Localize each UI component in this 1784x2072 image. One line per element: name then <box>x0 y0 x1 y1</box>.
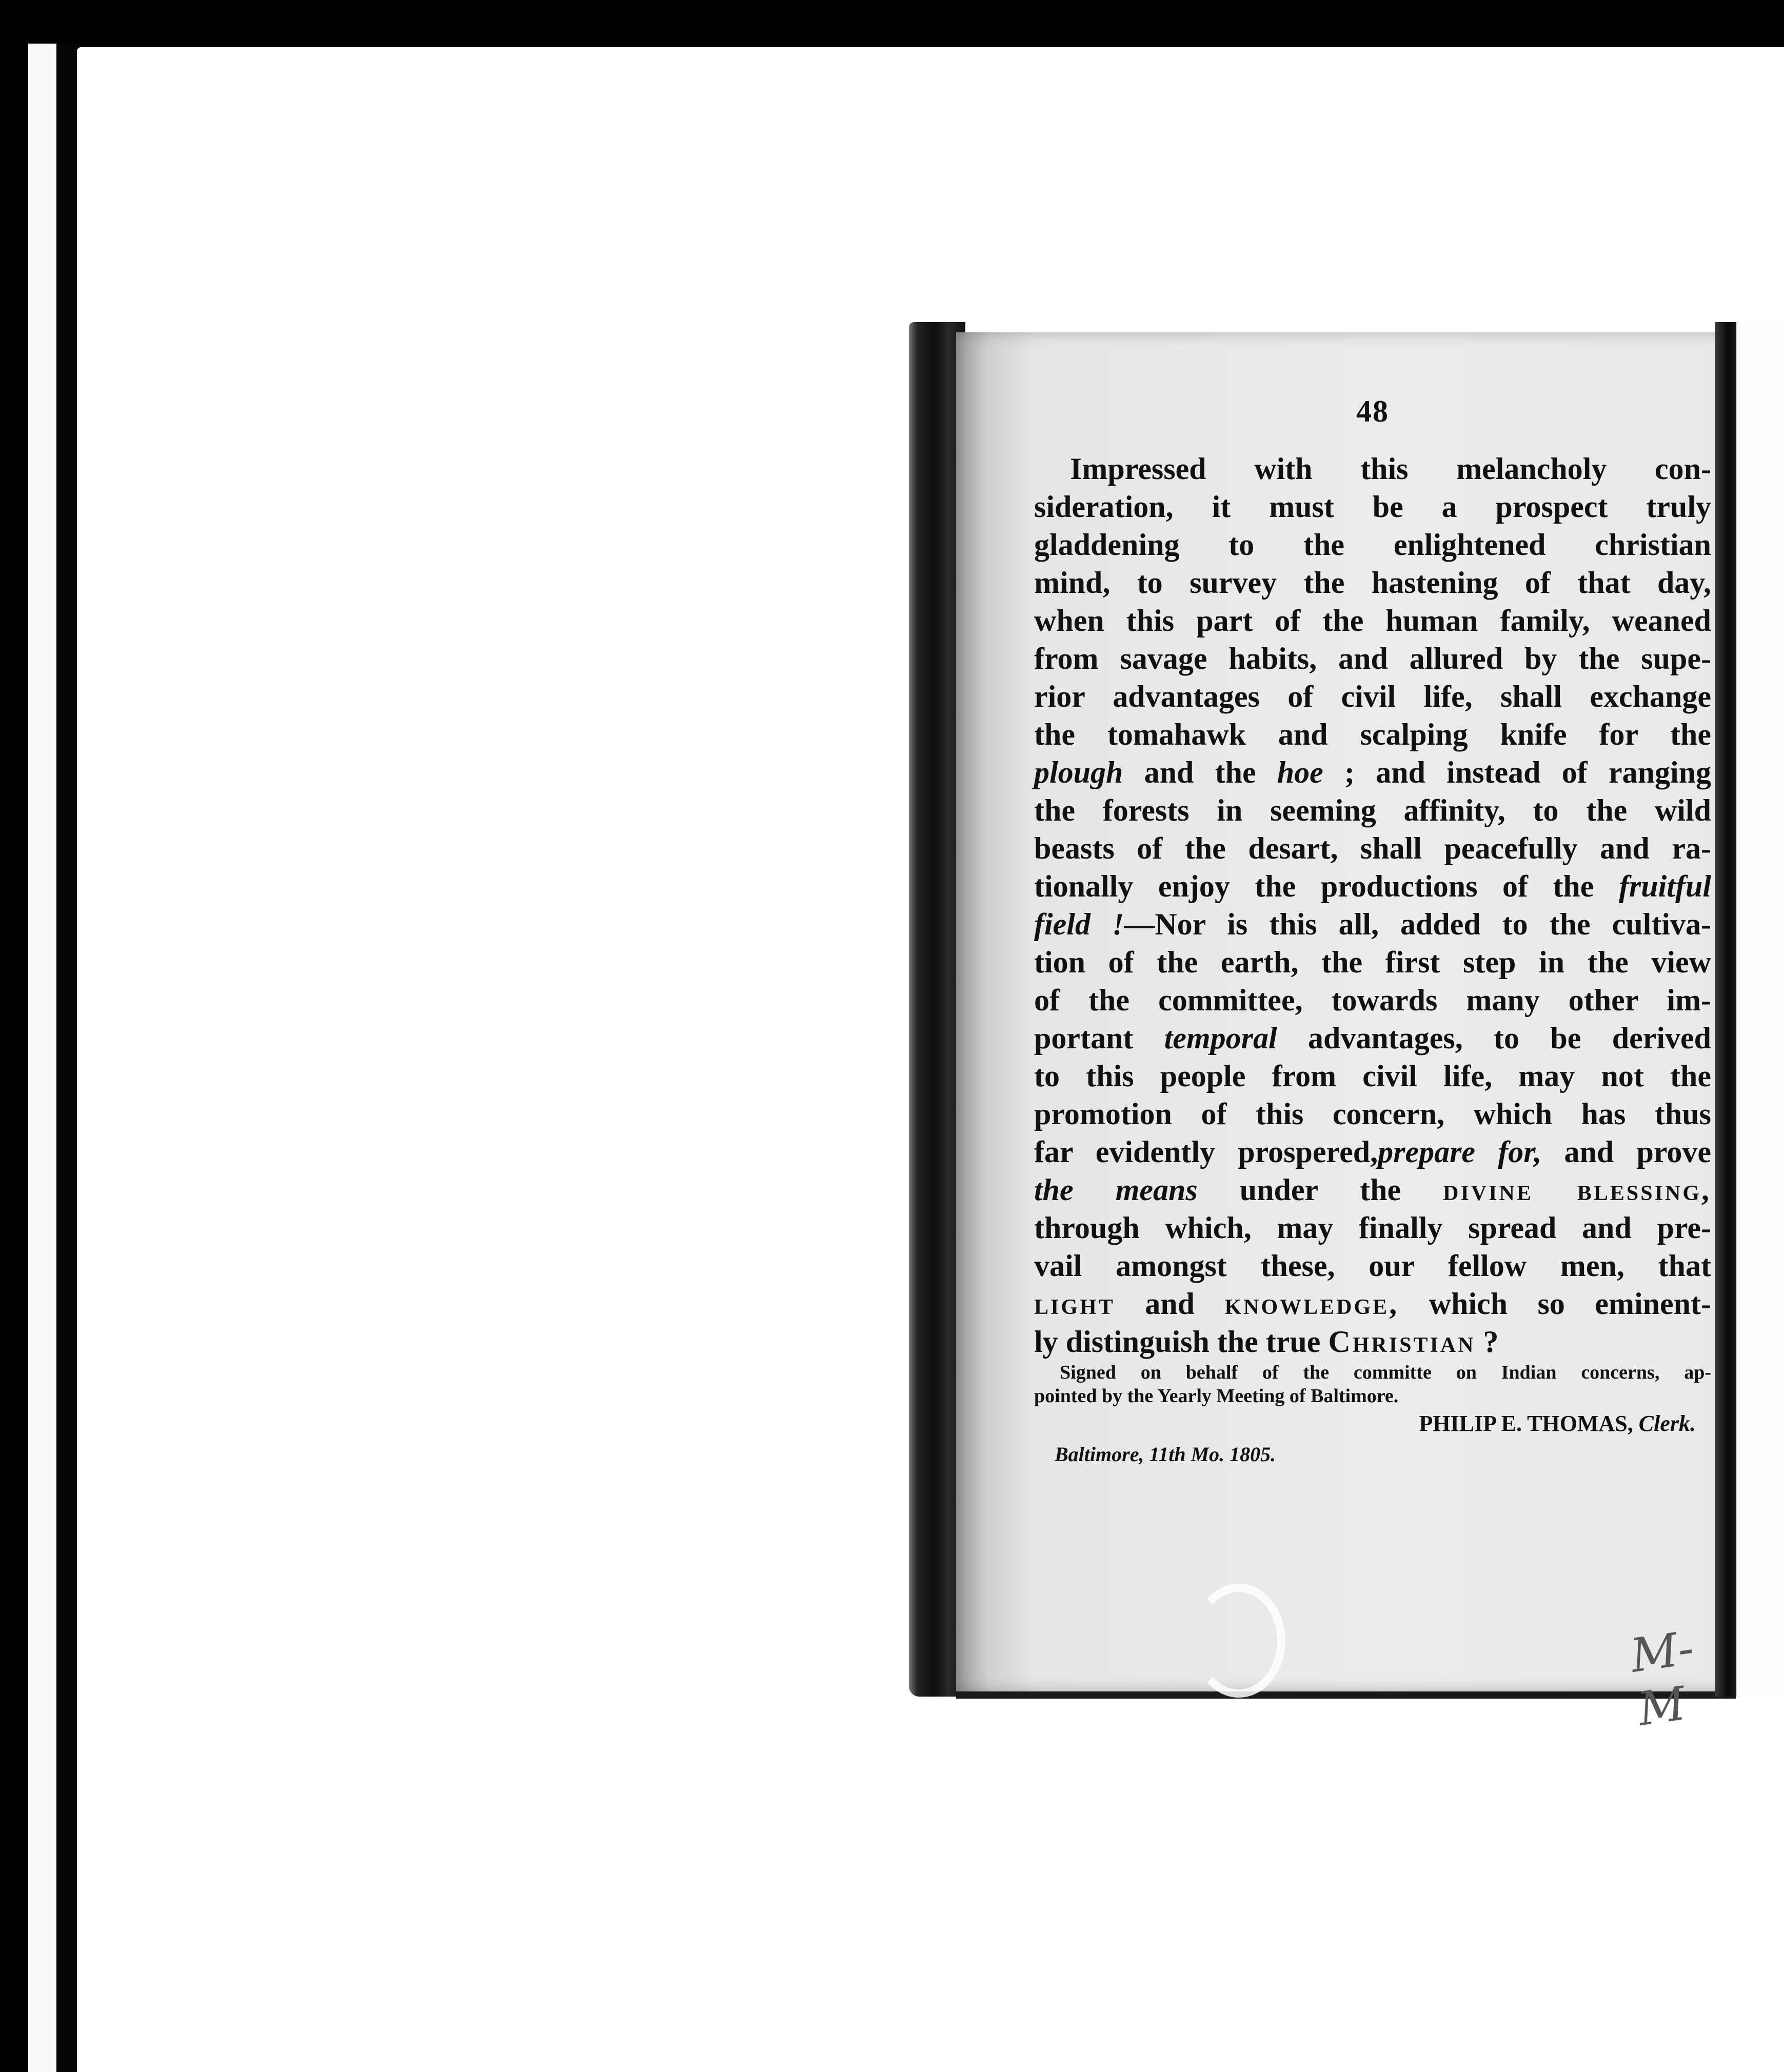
text-fragment: under the <box>1239 1173 1401 1207</box>
text-line: beasts of the desart, shall peacefully and ra- <box>1034 831 1711 865</box>
text-line <box>1034 1171 1711 1209</box>
place-date <box>1034 1440 1711 1469</box>
text-line <box>1034 905 1711 943</box>
text-line: vail amongst these, our fellow men, that <box>1034 1249 1711 1283</box>
text-line <box>1034 1019 1711 1057</box>
clerk-title: Clerk. <box>1638 1411 1696 1436</box>
text-line: to this people from civil life, may not the <box>1034 1059 1711 1093</box>
book-page <box>956 332 1736 1737</box>
film-gap <box>56 44 77 2072</box>
small-caps-word: light <box>1034 1287 1115 1321</box>
italic-word: fruitful <box>1618 869 1711 903</box>
text-line: tion of the earth, the first step in the view <box>1034 945 1711 979</box>
text-fragment: which so eminent- <box>1429 1287 1712 1321</box>
italic-word: plough <box>1034 755 1123 789</box>
text-line: when this part of the human family, weaned <box>1034 604 1711 637</box>
film-border-left <box>0 0 28 2072</box>
text-fragment: ? <box>1483 1325 1499 1359</box>
text-fragment: advantages, to be derived <box>1308 1021 1712 1055</box>
text-line: Impressed with this melancholy con- <box>1070 452 1711 486</box>
text-line: of the committee, towards many other im- <box>1034 983 1711 1017</box>
place: Baltimore, <box>1055 1443 1144 1466</box>
text-fragment: —Nor is this all, added to the cultiva- <box>1124 907 1711 941</box>
text-line: the tomahawk and scalping knife for the <box>1034 718 1711 751</box>
text-line <box>1034 1323 1711 1361</box>
text-line: mind, to survey the hastening of that day, <box>1034 566 1711 600</box>
page-smudge <box>1192 1584 1285 1698</box>
film-border-top <box>0 0 1784 44</box>
text-fragment: ly distinguish the true <box>1034 1325 1321 1359</box>
text-line: through which, may finally spread and pre- <box>1034 1211 1711 1245</box>
small-caps-word: divine blessing, <box>1443 1173 1711 1207</box>
text-line <box>1034 753 1711 791</box>
small-caps-word: Christian <box>1328 1325 1476 1359</box>
text-line: rior advantages of civil life, shall exchange <box>1034 680 1711 713</box>
text-fragment: and prove <box>1564 1135 1712 1169</box>
italic-word: prepare for, <box>1378 1135 1542 1169</box>
text-line <box>1034 1133 1711 1171</box>
small-caps-word: knowledge, <box>1224 1287 1399 1321</box>
clerk-name: PHILIP E. THOMAS, <box>1419 1411 1633 1436</box>
signature-line: Signed on behalf of the committe on Indian concerns, ap- <box>1060 1362 1711 1383</box>
date: 11th Mo. 1805. <box>1149 1443 1276 1466</box>
text-line: gladdening to the enlightened christian <box>1034 528 1711 562</box>
page-number: 48 <box>1356 394 1389 428</box>
italic-word: hoe <box>1277 755 1323 789</box>
page-text <box>1034 394 1711 1469</box>
facing-page <box>1736 322 1784 1697</box>
italic-word: the means <box>1034 1173 1198 1207</box>
text-line: sideration, it must be a prospect truly <box>1034 490 1711 524</box>
italic-word: field ! <box>1034 907 1124 941</box>
text-line: promotion of this concern, which has thus <box>1034 1097 1711 1131</box>
text-fragment: ; and instead of ranging <box>1344 755 1711 789</box>
text-fragment: far evidently prospered, <box>1034 1135 1378 1169</box>
text-fragment: tionally enjoy the productions of the <box>1034 869 1594 903</box>
page-gutter <box>1715 322 1736 1697</box>
handwritten-mark: M-M <box>1627 1621 1697 1737</box>
text-fragment: and the <box>1144 755 1256 789</box>
clerk-signature <box>1034 1408 1711 1440</box>
text-fragment: and <box>1145 1287 1195 1321</box>
signature-line: pointed by the Yearly Meeting of Baltimore. <box>1034 1385 1399 1407</box>
italic-word: temporal <box>1164 1021 1277 1055</box>
book-scan <box>909 322 1784 1737</box>
text-line: from savage habits, and allured by the supe- <box>1034 642 1711 675</box>
text-fragment: portant <box>1034 1021 1134 1055</box>
text-line <box>1034 867 1711 905</box>
text-line: the forests in seeming affinity, to the wild <box>1034 793 1711 827</box>
text-line <box>1034 1285 1711 1323</box>
